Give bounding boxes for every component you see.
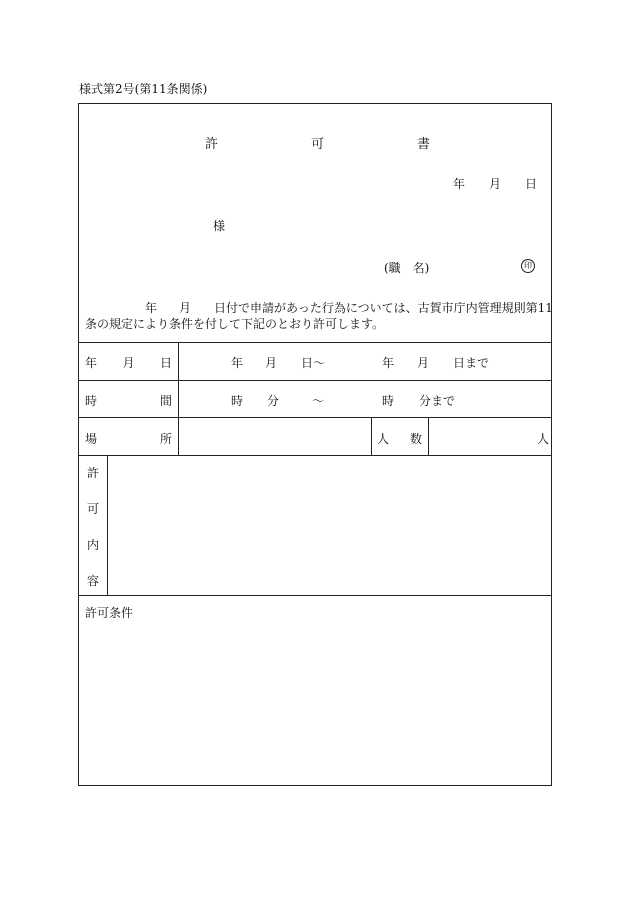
row-label-char: 人 — [377, 432, 390, 446]
divider — [79, 342, 551, 343]
time-range-tilde: 〜 — [312, 394, 325, 408]
end-month: 月 — [417, 356, 430, 370]
row-label-char: 場 — [85, 432, 98, 446]
start-month: 月 — [265, 356, 278, 370]
row-label-char: 間 — [159, 394, 172, 408]
row-label-place — [85, 430, 172, 447]
divider — [79, 595, 551, 596]
content-label-char: 容 — [87, 574, 100, 588]
row-label-char: 年 — [85, 356, 98, 370]
body-month: 月 — [179, 301, 192, 315]
body-line1-rest: 日付で申請があった行為については、古賀市庁内管理規則第11 — [214, 301, 553, 315]
body-year: 年 — [145, 301, 158, 315]
title-char-1: 許 — [205, 137, 219, 152]
start-day: 日〜 — [301, 356, 326, 370]
end-hour: 時 — [382, 394, 395, 408]
conditions-label: 許可条件 — [85, 606, 134, 620]
content-label-char: 可 — [87, 502, 100, 516]
permit-form — [78, 103, 552, 786]
divider — [371, 417, 372, 455]
start-minute: 分 — [267, 394, 280, 408]
divider — [107, 455, 108, 595]
title-char-3: 書 — [417, 137, 431, 152]
title-char-2: 可 — [311, 137, 325, 152]
row-label-time — [85, 392, 172, 409]
row-label-char: 時 — [85, 394, 98, 408]
addressee-suffix: 様 — [213, 219, 226, 233]
divider — [178, 342, 179, 455]
divider — [428, 417, 429, 455]
seal-mark: 印 — [521, 259, 535, 273]
divider — [79, 380, 551, 381]
row-label-char: 月 — [122, 356, 135, 370]
issue-date-month: 月 — [489, 177, 502, 191]
people-count-label — [377, 430, 422, 447]
row-label-char: 日 — [159, 356, 172, 370]
end-day: 日まで — [453, 356, 490, 370]
end-minute: 分まで — [419, 394, 456, 408]
body-line2: 条の規定により条件を付して下記のとおり許可します。 — [85, 317, 385, 331]
form-number-label: 様式第2号(第11条関係) — [79, 82, 208, 96]
end-year: 年 — [382, 356, 395, 370]
people-unit: 人 — [537, 432, 550, 446]
issue-date-year: 年 — [453, 177, 466, 191]
divider — [79, 417, 551, 418]
content-label-char: 許 — [87, 466, 100, 480]
start-year: 年 — [231, 356, 244, 370]
issue-date-day: 日 — [525, 177, 538, 191]
row-label-date — [85, 354, 172, 371]
row-label-char: 数 — [409, 432, 422, 446]
divider — [79, 455, 551, 456]
row-label-char: 所 — [159, 432, 172, 446]
content-label-char: 内 — [87, 538, 100, 552]
start-hour: 時 — [231, 394, 244, 408]
issuer-title: (職 名) — [384, 261, 430, 275]
